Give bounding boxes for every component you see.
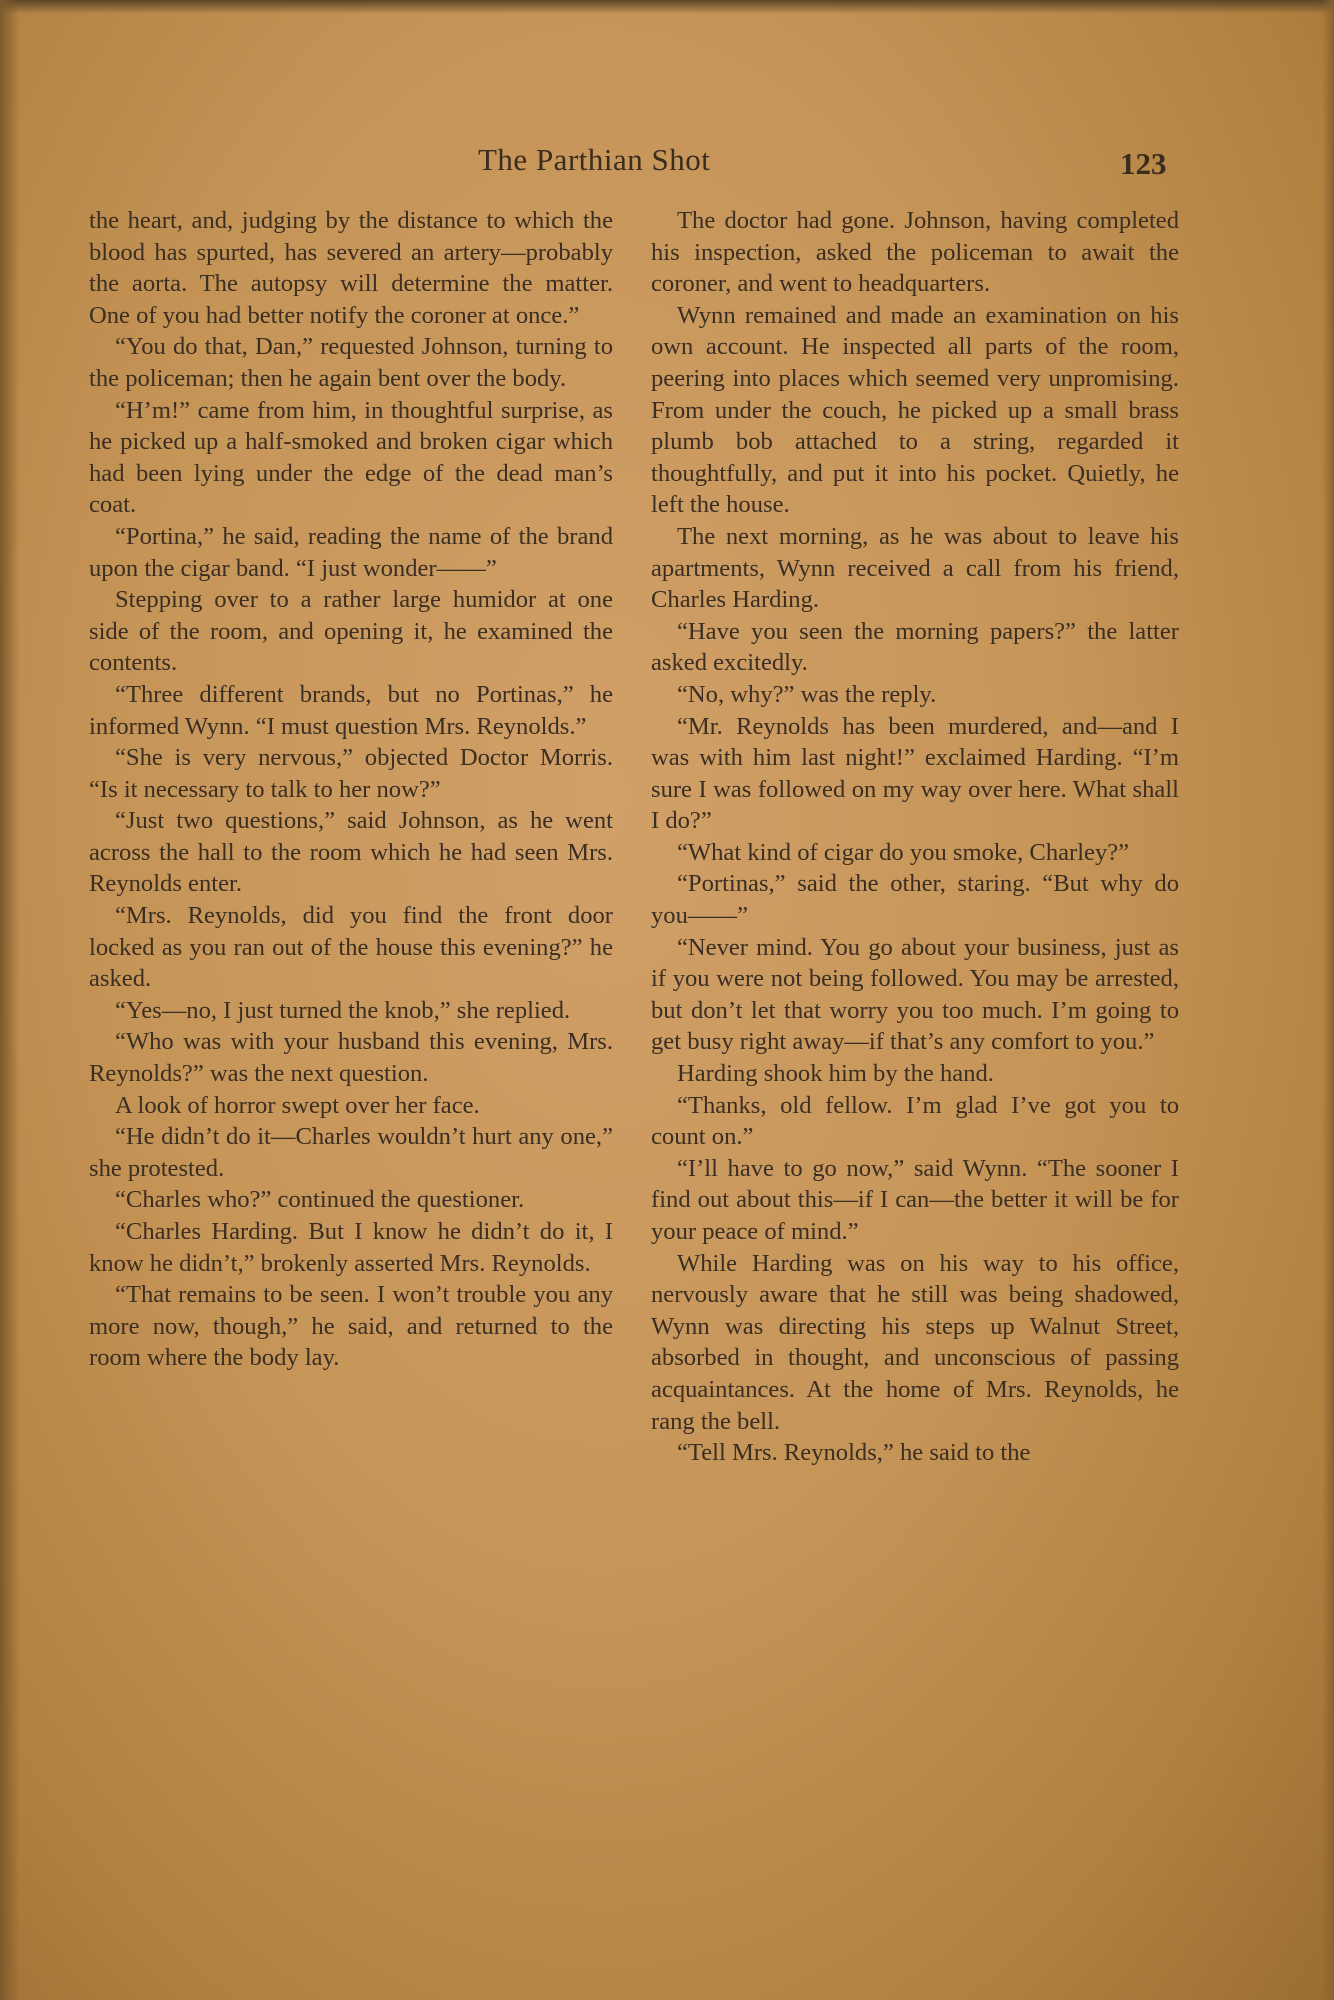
paragraph: “Tell Mrs. Reynolds,” he said to the <box>677 1439 1031 1467</box>
paragraph: “No, why?” was the reply. <box>677 680 937 708</box>
page-number: 123 <box>1120 146 1167 181</box>
paragraph: “H’m!” came from him, in thoughtful surprise, as he picked up a half-smoked and broken cigar which had been lying under the edge of the dead man’s coat. <box>89 396 613 519</box>
paragraph: the heart, and, judging by the distance to which the blood has spurted, has severed an artery—probably the aorta. The autopsy will determine the matter. One of you had better notify the coroner at once.” <box>89 207 613 329</box>
paragraph: “I’ll have to go now,” said Wynn. “The sooner I find out about this—if I can—the better it will be for your peace of mind.” <box>651 1154 1179 1245</box>
paragraph: “Charles Harding. But I know he didn’t do it, I know he didn’t,” brokenly asserted Mrs. Reynolds. <box>89 1218 613 1277</box>
paragraph: “Portinas,” said the other, staring. “But why do you——” <box>651 870 1179 930</box>
running-title: The Parthian Shot <box>478 142 711 177</box>
paragraph: “Portina,” he said, reading the name of the brand upon the cigar band. “I just wonder——” <box>89 522 613 582</box>
running-header <box>0 142 1334 182</box>
paragraph: The next morning, as he was about to leave his apartments, Wynn received a call from his friend, Charles Harding. <box>651 522 1179 614</box>
paragraph: “He didn’t do it—Charles wouldn’t hurt any one,” she protested. <box>89 1123 613 1182</box>
paragraph: “Yes—no, I just turned the knob,” she replied. <box>115 996 571 1024</box>
paragraph: Stepping over to a rather large humidor at one side of the room, and opening it, he examined the contents. <box>89 586 613 677</box>
right-text-column <box>651 205 1179 1469</box>
paragraph: “Thanks, old fellow. I’m glad I’ve got you to count on.” <box>651 1091 1179 1151</box>
page-right-edge <box>1322 0 1334 2000</box>
paragraph: “Just two questions,” said Johnson, as he went across the hall to the room which he had seen Mrs. Reynolds enter. <box>89 807 613 898</box>
paragraph: Wynn remained and made an examination on his own account. He inspected all parts of the room, peering into places which seemed very unpromising. From under the couch, he picked up a small brass plumb bob attached to a string, regarded it thoughtfully, and put it into his pocket. Quietly, he left the house. <box>651 301 1179 519</box>
paragraph: “Three different brands, but no Portinas,” he informed Wynn. “I must question Mrs. Reynolds.” <box>89 680 613 740</box>
paragraph: “Mr. Reynolds has been murdered, and—and I was with him last night!” exclaimed Harding. “I’m sure I was followed on my way over here. What shall I do?” <box>651 712 1179 835</box>
paragraph: While Harding was on his way to his office, nervously aware that he still was being shadowed, Wynn was directing his steps up Walnut Street, absorbed in thought, and unconscious of passing acquaintances. At the home of Mrs. Reynolds, he rang the bell. <box>651 1249 1179 1435</box>
paragraph: The doctor had gone. Johnson, having completed his inspection, asked the policeman to await the coroner, and went to headquarters. <box>651 207 1179 298</box>
paragraph: Harding shook him by the hand. <box>677 1060 994 1088</box>
paragraph: “She is very nervous,” objected Doctor Morris. “Is it necessary to talk to her now?” <box>89 744 613 803</box>
page-edge-stain <box>0 0 1334 14</box>
paragraph: A look of horror swept over her face. <box>115 1091 480 1119</box>
paragraph: “You do that, Dan,” requested Johnson, turning to the policeman; then he again bent over the body. <box>89 333 613 392</box>
paragraph: “Who was with your husband this evening, Mrs. Reynolds?” was the next question. <box>89 1028 613 1088</box>
paragraph: “That remains to be seen. I won’t trouble you any more now, though,” he said, and returned to the room where the body lay. <box>89 1281 613 1372</box>
paragraph: “Charles who?” continued the questioner. <box>115 1186 525 1214</box>
paragraph: “What kind of cigar do you smoke, Charley?” <box>677 838 1130 866</box>
left-text-column <box>89 205 613 1374</box>
page-left-edge <box>0 0 20 2000</box>
paragraph: “Mrs. Reynolds, did you find the front door locked as you ran out of the house this evening?” he asked. <box>89 902 613 993</box>
paragraph: “Have you seen the morning papers?” the latter asked excitedly. <box>651 617 1179 677</box>
paragraph: “Never mind. You go about your business, just as if you were not being followed. You may be arrested, but don’t let that worry you too much. I’m going to get busy right away—if that’s any comfort to you.” <box>651 933 1179 1056</box>
